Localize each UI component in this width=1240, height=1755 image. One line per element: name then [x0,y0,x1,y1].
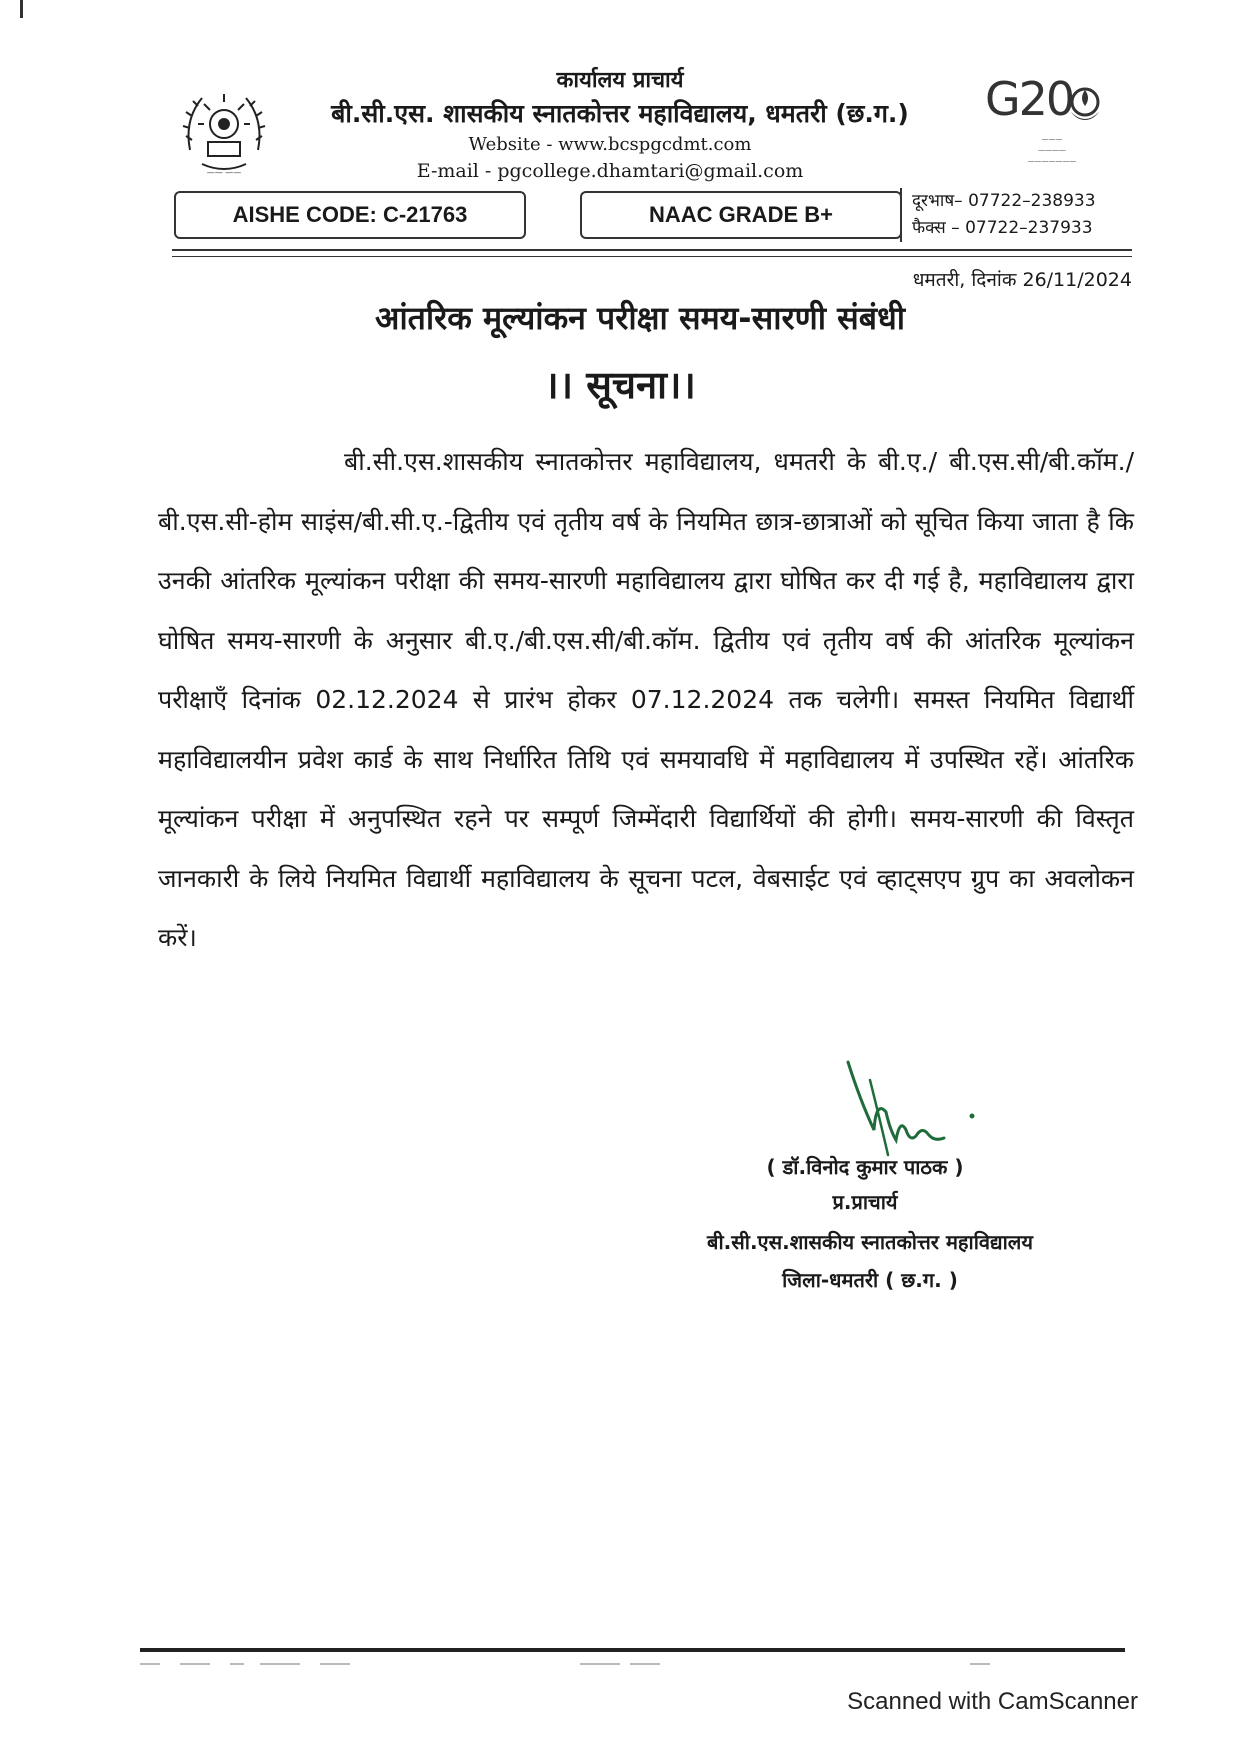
lotus-globe-icon [1063,82,1107,126]
college-emblem-icon [180,80,268,180]
email-line: E-mail - pgcollege.dhamtari@gmail.com [416,160,804,182]
scan-edge-mark [20,0,23,18]
website-line: Website - www.bcspgcdmt.com [468,134,752,155]
notice-heading: आंतरिक मूल्यांकन परीक्षा समय-सारणी संबंधी [374,299,906,337]
signatory-district: जिला-धमतरी ( छ.ग. ) [782,1268,958,1292]
signatory-college: बी.सी.एस.शासकीय स्नातकोत्तर महाविद्यालय [707,1230,1033,1254]
footer-faint-text [140,1660,1125,1668]
signatory-title: प्र.प्राचार्य [832,1190,898,1214]
g20-logo-text: G20 [985,72,1074,126]
fax-number: फैक्स – 07722–237933 [912,218,1093,238]
g20-logo [985,72,1135,182]
office-title: कार्यालय प्राचार्य [556,68,684,93]
notice-body: बी.सी.एस.शासकीय स्नातकोत्तर महाविद्यालय, धमतरी के बी.ए./ बी.एस.सी/बी.कॉम./बी.एस.सी-होम साइंस/बी.सी.ए.-द्वितीय एवं तृतीय वर्ष के नियमित छात्र-छात्राओं को सूचित किया जाता है कि उनकी आंतरिक मूल्यांकन परीक्षा की समय-सारणी महाविद्यालय द्वारा घोषित कर दी गई है, महाविद्यालय द्वारा घोषित समय-सारणी के अनुसार बी.ए./बी.एस.सी/बी.कॉम. द्वितीय एवं तृतीय वर्ष की आंतरिक मूल्यांकन परीक्षाएँ दिनांक 02.12.2024 से प्रारंभ होकर 07.12.2024 तक चलेगी। समस्त नियमित विद्यार्थी महाविद्यालयीन प्रवेश कार्ड के साथ निर्धारित तिथि एवं समयावधि में महाविद्यालय में उपस्थित रहें। आंतरिक मूल्यांकन परीक्षा में अनुपस्थित रहने पर सम्पूर्ण जिम्मेंदारी विद्यार्थियों की होगी। समय-सारणी की विस्तृत जानकारी के लिये नियमित विद्यार्थी महाविद्यालय के सूचना पटल, वेबसाईट एवं व्हाट्सएप ग्रुप का अवलोकन करें। [158,447,1134,952]
notice-subheading: ।। सूचना।। [544,363,696,407]
emblem-caption: —— —— [206,168,242,177]
header-divider [172,249,1132,257]
camscanner-watermark: Scanned with CamScanner [847,1688,1138,1715]
phone-number: दूरभाष– 07722–238933 [912,191,1096,211]
footer-rule [140,1648,1125,1652]
g20-tagline-scribble: ——— ———— ——————— [1027,135,1077,165]
signatory-name: ( डॉ.विनोद कुमार पाठक ) [766,1155,964,1179]
college-name: बी.सी.एस. शासकीय स्नातकोत्तर महाविद्यालय, धमतरी (छ.ग.) [331,99,909,128]
notice-date: धमतरी, दिनांक 26/11/2024 [912,269,1132,291]
naac-grade-box: NAAC GRADE B+ [580,191,902,239]
contact-numbers [900,188,1152,242]
aishe-code-box: AISHE CODE: C-21763 [174,191,526,239]
